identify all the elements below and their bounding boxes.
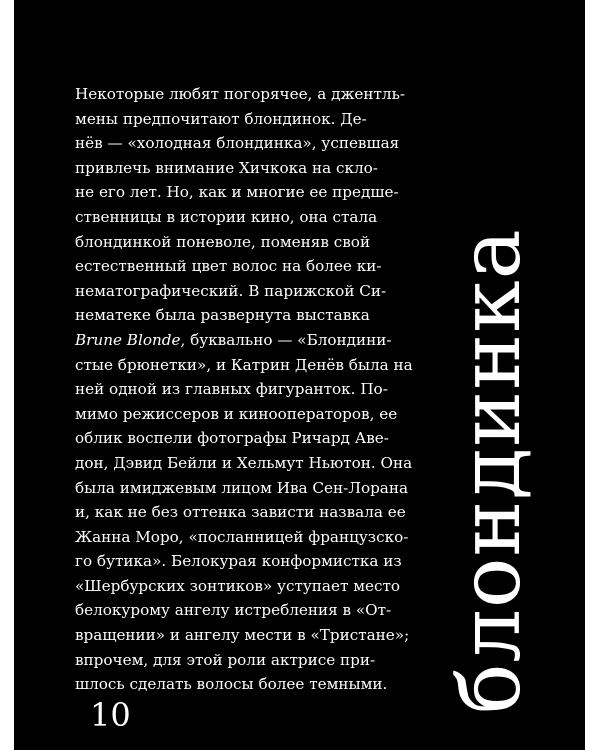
vertical-title-container bbox=[398, 210, 539, 750]
text-line: нематографический. В парижской Си- bbox=[75, 281, 387, 300]
text-line: ней одной из главных фигуранток. По- bbox=[75, 380, 388, 399]
text-line: впрочем, для этой роли актрисе при- bbox=[75, 650, 376, 669]
text-line: Некоторые любят погорячее, а джентль- bbox=[75, 85, 405, 103]
text-line: Жанна Моро, «посланницей французско- bbox=[75, 527, 409, 546]
text-line: го бутика». Белокурая конформистка из bbox=[75, 552, 402, 571]
text-line-rest: , буквально — «Блондини- bbox=[180, 330, 392, 349]
text-line: была имиджевым лицом Ива Сен-Лорана bbox=[75, 478, 409, 497]
italic-title: Brune Blonde bbox=[75, 330, 181, 349]
text-line: нематеке была развернута выставка bbox=[75, 306, 370, 325]
vertical-title: блондинка bbox=[441, 228, 539, 714]
text-line: ственницы в истории кино, она стала bbox=[75, 207, 378, 226]
text-line: вращении» и ангелу мести в «Тристане»; bbox=[75, 626, 410, 645]
text-line: облик воспели фотографы Ричард Аве- bbox=[75, 429, 389, 448]
text-line: не его лет. Но, как и многие ее предше- bbox=[75, 183, 399, 202]
text-line: и, как не без оттенка зависти назвала ее bbox=[75, 503, 406, 522]
text-line: дон, Дэвид Бейли и Хельмут Ньютон. Она bbox=[75, 453, 413, 472]
text-line: мимо режиссеров и кинооператоров, ее bbox=[75, 404, 398, 423]
body-text bbox=[75, 82, 413, 697]
text-line: нёв — «холодная блондинка», успевшая bbox=[75, 134, 400, 153]
text-line: привлечь внимание Хичкока на скло- bbox=[75, 158, 378, 177]
text-line: белокурому ангелу истребления в «От- bbox=[75, 601, 392, 620]
text-line: «Шербурских зонтиков» уступает место bbox=[75, 576, 401, 595]
text-line: мены предпочитают блондинок. Де- bbox=[75, 109, 367, 128]
text-line: шлось сделать волосы более темными. bbox=[75, 675, 388, 694]
text-line: стые брюнетки», и Катрин Денёв была на bbox=[75, 355, 413, 374]
text-line: блондинкой поневоле, поменяв свой bbox=[75, 232, 371, 251]
text-line-mixed bbox=[75, 328, 393, 353]
text-line: естественный цвет волос на более ки- bbox=[75, 257, 382, 276]
page-number: 10 bbox=[90, 696, 131, 734]
